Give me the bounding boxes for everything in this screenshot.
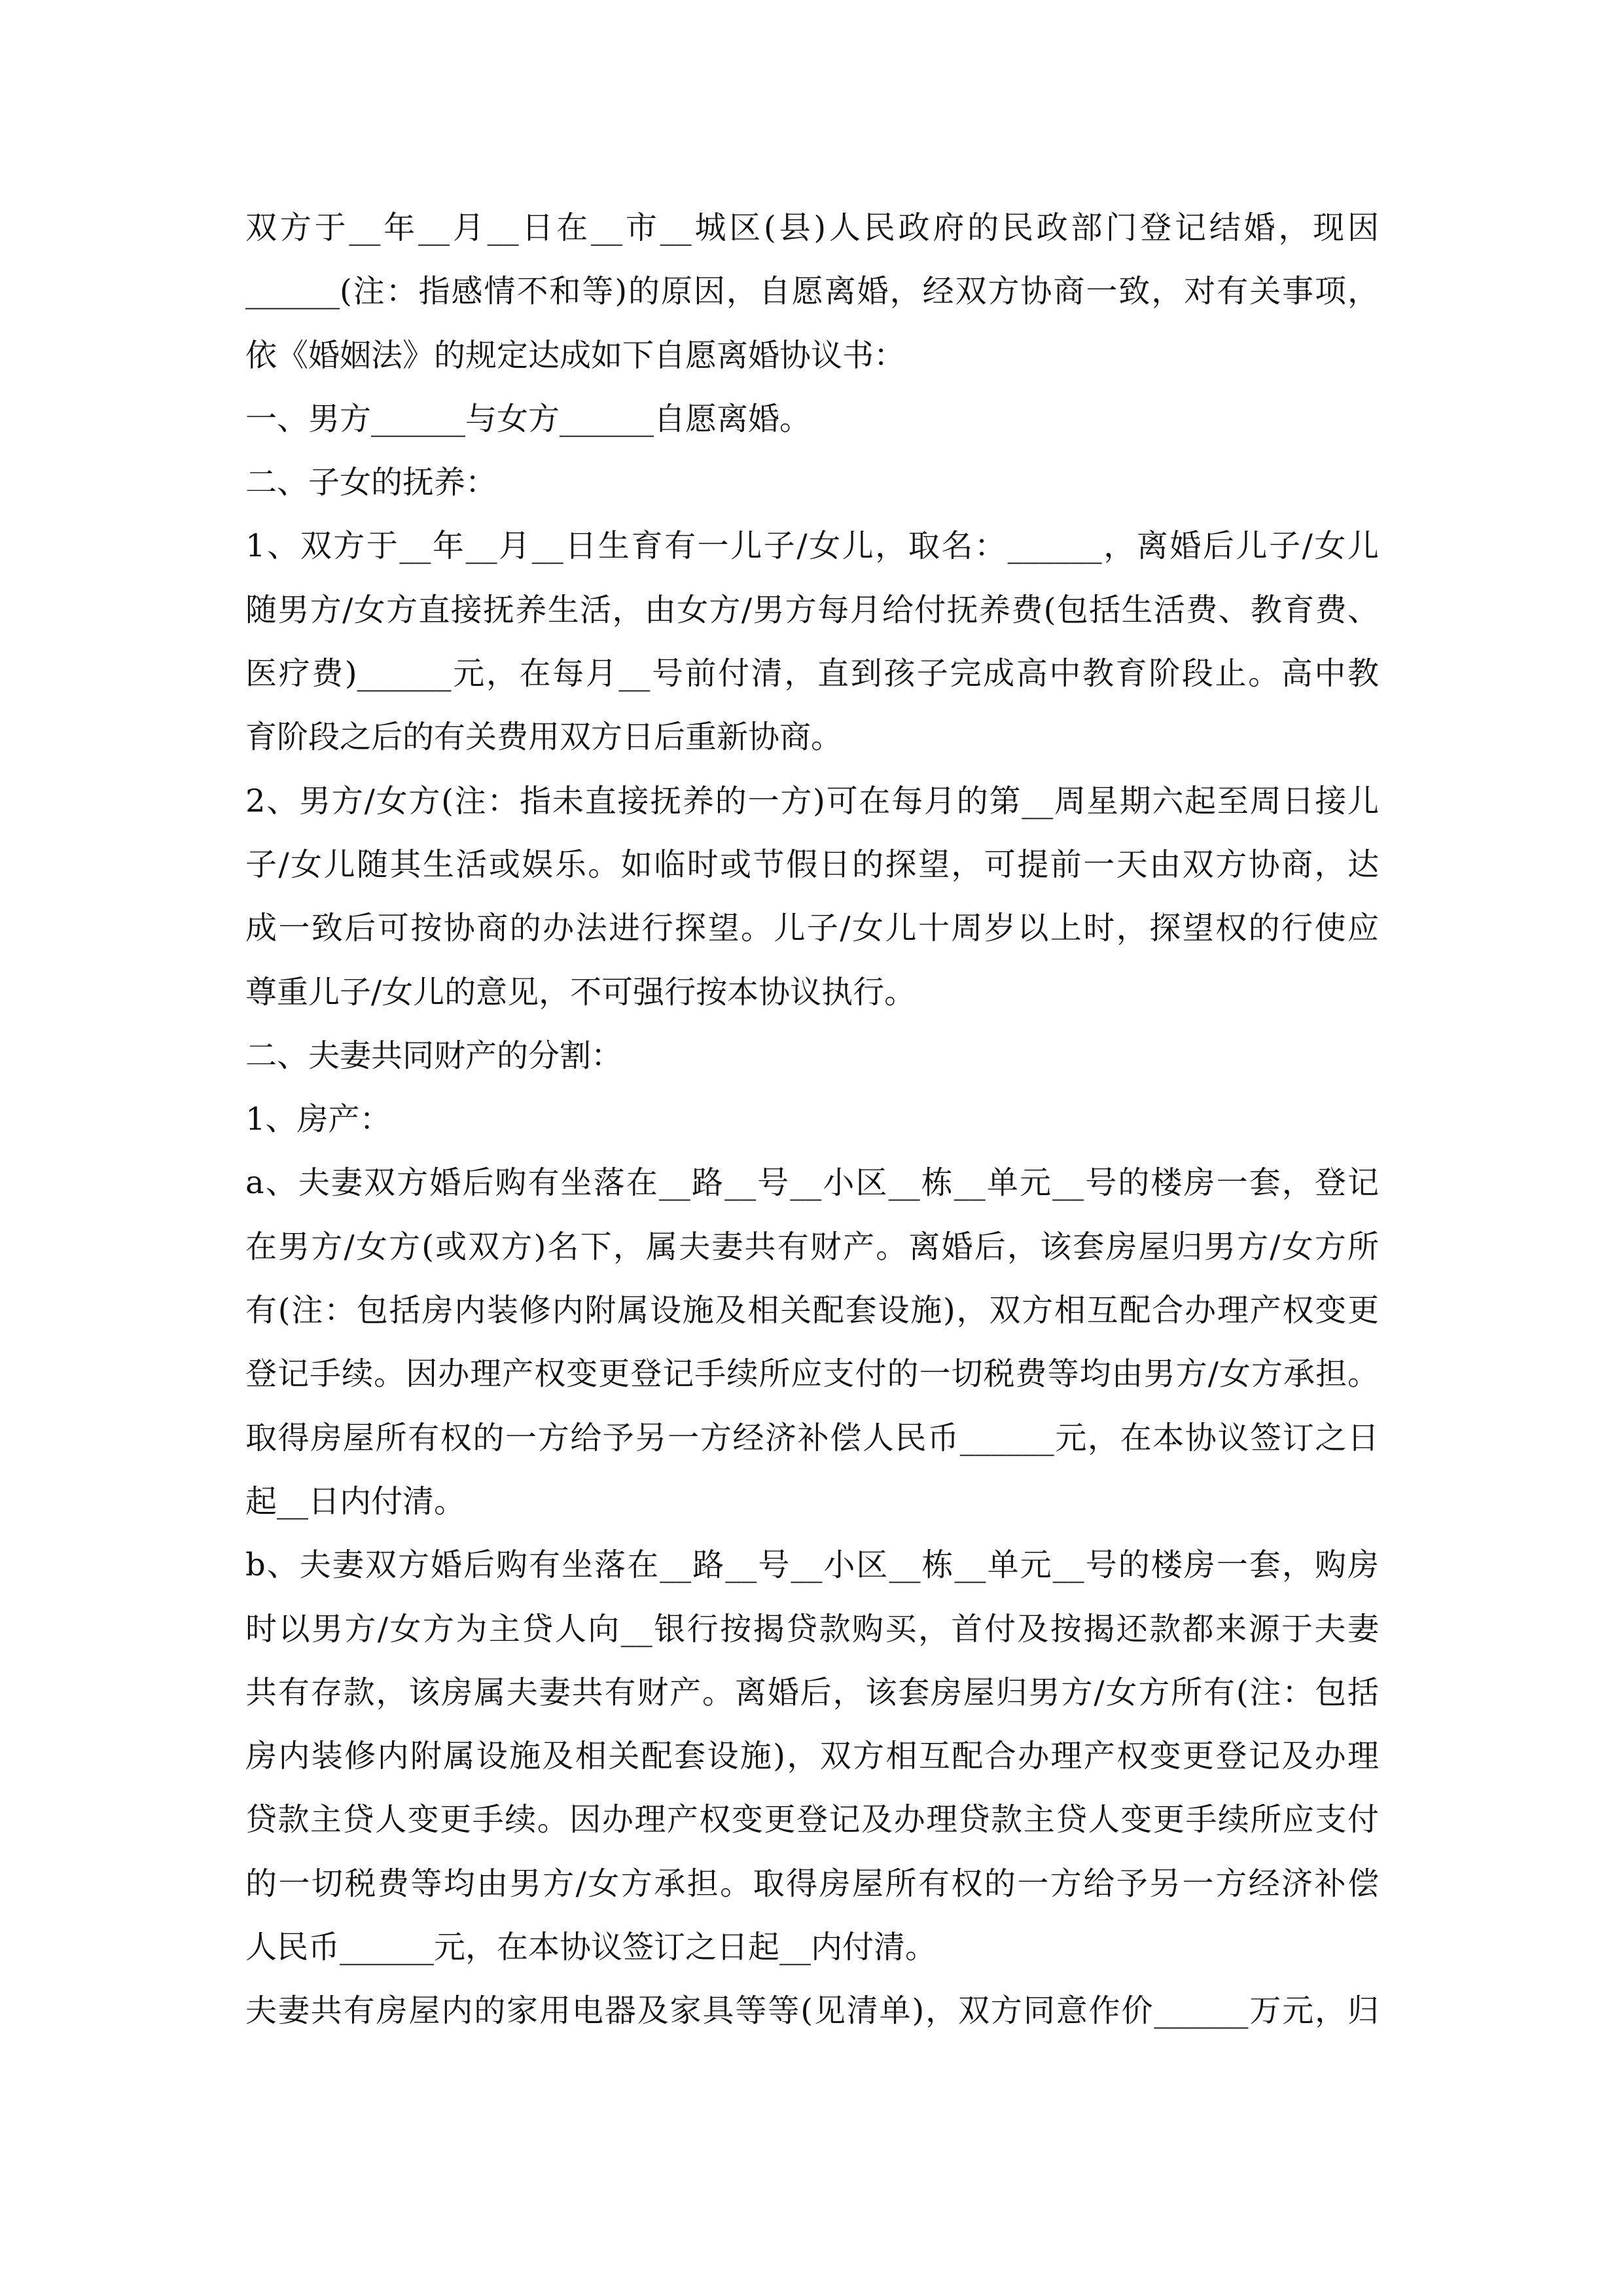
document-text-line: 贷款主贷人变更手续。因办理产权变更登记及办理贷款主贷人变更手续所应支付 — [245, 1801, 1379, 1839]
document-text-line: 成一致后可按协商的办法进行探望。儿子/女儿十周岁以上时，探望权的行使应 — [245, 910, 1379, 947]
document-text-line: 夫妻共有房屋内的家用电器及家具等等(见清单)，双方同意作价______万元，归 — [245, 1992, 1379, 2030]
document-text-line: 双方于__年__月__日在__市__城区(县)人民政府的民政部门登记结婚，现因 — [245, 209, 1379, 246]
document-text-line: 起__日内付清。 — [245, 1482, 466, 1520]
document-text-line: 的一切税费等均由男方/女方承担。取得房屋所有权的一方给予另一方经济补偿 — [245, 1865, 1379, 1902]
document-text-line: 2、男方/女方(注：指未直接抚养的一方)可在每月的第__周星期六起至周日接儿 — [245, 782, 1379, 819]
document-text-line: ______(注：指感情不和等)的原因，自愿离婚，经双方协商一致，对有关事项， — [245, 273, 1379, 310]
document-text-line: 一、男方______与女方______自愿离婚。 — [245, 400, 812, 437]
document-text-line: 共有存款，该房属夫妻共有财产。离婚后，该套房屋归男方/女方所有(注：包括 — [245, 1674, 1379, 1711]
document-text-line: 尊重儿子/女儿的意见，不可强行按本协议执行。 — [245, 973, 916, 1011]
document-text-line: 在男方/女方(或双方)名下，属夫妻共有财产。离婚后，该套房屋归男方/女方所 — [245, 1228, 1379, 1265]
document-text-line: 子/女儿随其生活或娱乐。如临时或节假日的探望，可提前一天由双方协商，达 — [245, 846, 1379, 883]
document-text-line: 房内装修内附属设施及相关配套设施)，双方相互配合办理产权变更登记及办理 — [245, 1738, 1379, 1775]
document-text-line: 育阶段之后的有关费用双方日后重新协商。 — [245, 719, 843, 756]
document-text-line: 时以男方/女方为主贷人向__银行按揭贷款购买，首付及按揭还款都来源于夫妻 — [245, 1610, 1379, 1647]
document-text-line: 二、夫妻共同财产的分割： — [245, 1037, 623, 1074]
document-text-line: 取得房屋所有权的一方给予另一方经济补偿人民币______元，在本协议签订之日 — [245, 1419, 1379, 1456]
document-text-line: 1、房产： — [245, 1101, 391, 1138]
document-text-line: b、夫妻双方婚后购有坐落在__路__号__小区__栋__单元__号的楼房一套，购房 — [245, 1547, 1379, 1584]
document-text-line: 1、双方于__年__月__日生育有一儿子/女儿，取名：______，离婚后儿子/女儿 — [245, 528, 1379, 565]
document-text-line: 登记手续。因办理产权变更登记手续所应支付的一切税费等均由男方/女方承担。 — [245, 1355, 1379, 1393]
document-text-line: 依《婚姻法》的规定达成如下自愿离婚协议书： — [245, 336, 906, 374]
document-text-line: a、夫妻双方婚后购有坐落在__路__号__小区__栋__单元__号的楼房一套，登记 — [245, 1164, 1379, 1202]
document-text-line: 有(注：包括房内装修内附属设施及相关配套设施)，双方相互配合办理产权变更 — [245, 1292, 1379, 1329]
document-text-line: 二、子女的抚养： — [245, 464, 497, 501]
document-text-line: 医疗费)______元，在每月__号前付清，直到孩子完成高中教育阶段止。高中教 — [245, 655, 1379, 692]
document-text-line: 随男方/女方直接抚养生活，由女方/男方每月给付抚养费(包括生活费、教育费、 — [245, 591, 1379, 628]
document-text-line: 人民币______元，在本协议签订之日起__内付清。 — [245, 1929, 937, 1966]
document-page — [245, 207, 1379, 2054]
